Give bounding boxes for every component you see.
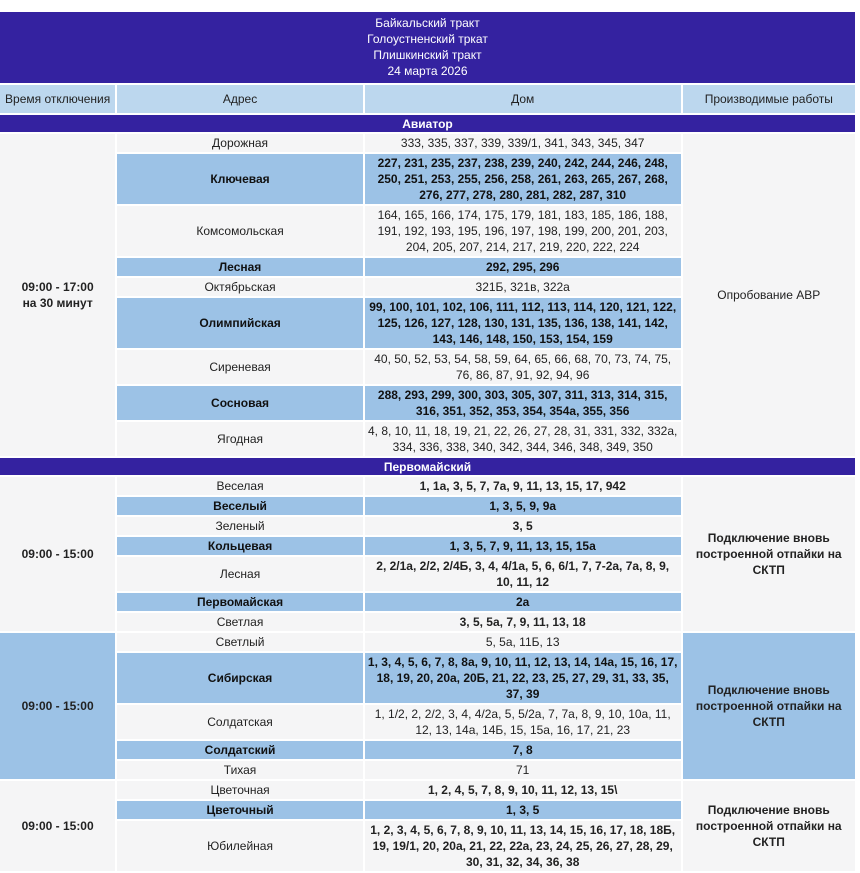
street-name: Солдатская bbox=[117, 705, 363, 739]
street-name: Зеленый bbox=[117, 517, 363, 535]
table-row bbox=[0, 477, 855, 495]
section-title: Авиатор bbox=[0, 115, 855, 132]
street-name: Первомайская bbox=[117, 593, 363, 611]
table-row bbox=[0, 633, 855, 651]
house-numbers: 321Б, 321в, 322а bbox=[365, 278, 681, 296]
house-numbers: 1, 2, 3, 4, 5, 6, 7, 8, 9, 10, 11, 13, 14, 15, 16, 17, 18, 18Б, 19, 19/1, 20, 20а, 21, 22, 22а, 23, 24, 25, 26, 27, 28, 29, 30, 31, 32, 34, 36, 38 bbox=[365, 821, 681, 871]
house-numbers: 5, 5а, 11Б, 13 bbox=[365, 633, 681, 651]
street-name: Сиреневая bbox=[117, 350, 363, 384]
street-name: Сибирская bbox=[117, 653, 363, 703]
house-numbers: 3, 5 bbox=[365, 517, 681, 535]
street-name: Дорожная bbox=[117, 134, 363, 152]
outage-time: 09:00 - 15:00 bbox=[0, 781, 115, 871]
work-description: Подключение вновь построенной отпайки на СКТП bbox=[683, 781, 855, 871]
house-numbers: 1, 1/2, 2, 2/2, 3, 4, 4/2а, 5, 5/2а, 7, 7а, 8, 9, 10, 10а, 11, 12, 13, 14а, 14Б, 15, 15а, 16, 17, 21, 23 bbox=[365, 705, 681, 739]
outage-schedule-table bbox=[0, 10, 857, 873]
work-description: Подключение вновь построенной отпайки на СКТП bbox=[683, 477, 855, 631]
header-row bbox=[0, 85, 855, 113]
house-numbers: 1, 3, 5, 9, 9а bbox=[365, 497, 681, 515]
street-name: Солдатский bbox=[117, 741, 363, 759]
section-row bbox=[0, 115, 855, 132]
street-name: Светлый bbox=[117, 633, 363, 651]
street-name: Ключевая bbox=[117, 154, 363, 204]
house-numbers: 40, 50, 52, 53, 54, 58, 59, 64, 65, 66, 68, 70, 73, 74, 75, 76, 86, 87, 91, 92, 94, 96 bbox=[365, 350, 681, 384]
house-numbers: 227, 231, 235, 237, 238, 239, 240, 242, 244, 246, 248, 250, 251, 253, 255, 256, 258, 261, 263, 265, 267, 268, 276, 277, 278, 280, 281, 282, 287, 310 bbox=[365, 154, 681, 204]
street-name: Цветочный bbox=[117, 801, 363, 819]
house-numbers: 292, 295, 296 bbox=[365, 258, 681, 276]
street-name: Кольцевая bbox=[117, 537, 363, 555]
street-name: Веселый bbox=[117, 497, 363, 515]
street-name: Октябрьская bbox=[117, 278, 363, 296]
section-title: Первомайский bbox=[0, 458, 855, 475]
street-name: Светлая bbox=[117, 613, 363, 631]
house-numbers: 1, 3, 5, 7, 9, 11, 13, 15, 15а bbox=[365, 537, 681, 555]
outage-time: 09:00 - 15:00 bbox=[0, 477, 115, 631]
house-numbers: 3, 5, 5а, 7, 9, 11, 13, 18 bbox=[365, 613, 681, 631]
house-numbers: 2а bbox=[365, 593, 681, 611]
section-row bbox=[0, 458, 855, 475]
street-name: Ягодная bbox=[117, 422, 363, 456]
title-row bbox=[0, 12, 855, 83]
outage-time: 09:00 - 17:00 на 30 минут bbox=[0, 134, 115, 456]
work-description: Опробование АВР bbox=[683, 134, 855, 456]
street-name: Веселая bbox=[117, 477, 363, 495]
house-numbers: 333, 335, 337, 339, 339/1, 341, 343, 345, 347 bbox=[365, 134, 681, 152]
title-line-3: Плишкинский тракт bbox=[373, 48, 482, 62]
street-name: Сосновая bbox=[117, 386, 363, 420]
house-numbers: 4, 8, 10, 11, 18, 19, 21, 22, 26, 27, 28, 31, 331, 332, 332а, 334, 336, 338, 340, 342, 344, 346, 348, 349, 350 bbox=[365, 422, 681, 456]
street-name: Олимпийская bbox=[117, 298, 363, 348]
street-name: Цветочная bbox=[117, 781, 363, 799]
house-numbers: 164, 165, 166, 174, 175, 179, 181, 183, 185, 186, 188, 191, 192, 193, 195, 196, 197, 198, 199, 200, 201, 203, 204, 205, 207, 214, 217, 219, 220, 222, 224 bbox=[365, 206, 681, 256]
header-time: Время отключения bbox=[0, 85, 115, 113]
table-title bbox=[0, 12, 855, 83]
header-works: Производимые работы bbox=[683, 85, 855, 113]
header-house: Дом bbox=[365, 85, 681, 113]
table-body bbox=[0, 115, 855, 871]
house-numbers: 99, 100, 101, 102, 106, 111, 112, 113, 114, 120, 121, 122, 125, 126, 127, 128, 130, 131, 135, 136, 138, 141, 142, 143, 146, 148, 150, 153, 154, 159 bbox=[365, 298, 681, 348]
street-name: Юбилейная bbox=[117, 821, 363, 871]
house-numbers: 1, 1а, 3, 5, 7, 7а, 9, 11, 13, 15, 17, 942 bbox=[365, 477, 681, 495]
house-numbers: 1, 2, 4, 5, 7, 8, 9, 10, 11, 12, 13, 15\ bbox=[365, 781, 681, 799]
street-name: Лесная bbox=[117, 258, 363, 276]
table-row bbox=[0, 781, 855, 799]
house-numbers: 288, 293, 299, 300, 303, 305, 307, 311, 313, 314, 315, 316, 351, 352, 353, 354, 354а, 355, 356 bbox=[365, 386, 681, 420]
house-numbers: 71 bbox=[365, 761, 681, 779]
header-address: Адрес bbox=[117, 85, 363, 113]
street-name: Лесная bbox=[117, 557, 363, 591]
house-numbers: 1, 3, 5 bbox=[365, 801, 681, 819]
title-date: 24 марта 2026 bbox=[387, 64, 468, 78]
work-description: Подключение вновь построенной отпайки на СКТП bbox=[683, 633, 855, 779]
house-numbers: 7, 8 bbox=[365, 741, 681, 759]
title-line-2: Голоустненский тркат bbox=[367, 32, 488, 46]
house-numbers: 1, 3, 4, 5, 6, 7, 8, 8а, 9, 10, 11, 12, 13, 14, 14а, 15, 16, 17, 18, 19, 20, 20а, 20Б, 21, 22, 23, 25, 27, 29, 31, 33, 35, 37, 39 bbox=[365, 653, 681, 703]
title-line-1: Байкальский тракт bbox=[375, 16, 480, 30]
house-numbers: 2, 2/1а, 2/2, 2/4Б, 3, 4, 4/1а, 5, 6, 6/1, 7, 7-2а, 7а, 8, 9, 10, 11, 12 bbox=[365, 557, 681, 591]
table-row bbox=[0, 134, 855, 152]
outage-time: 09:00 - 15:00 bbox=[0, 633, 115, 779]
street-name: Тихая bbox=[117, 761, 363, 779]
street-name: Комсомольская bbox=[117, 206, 363, 256]
